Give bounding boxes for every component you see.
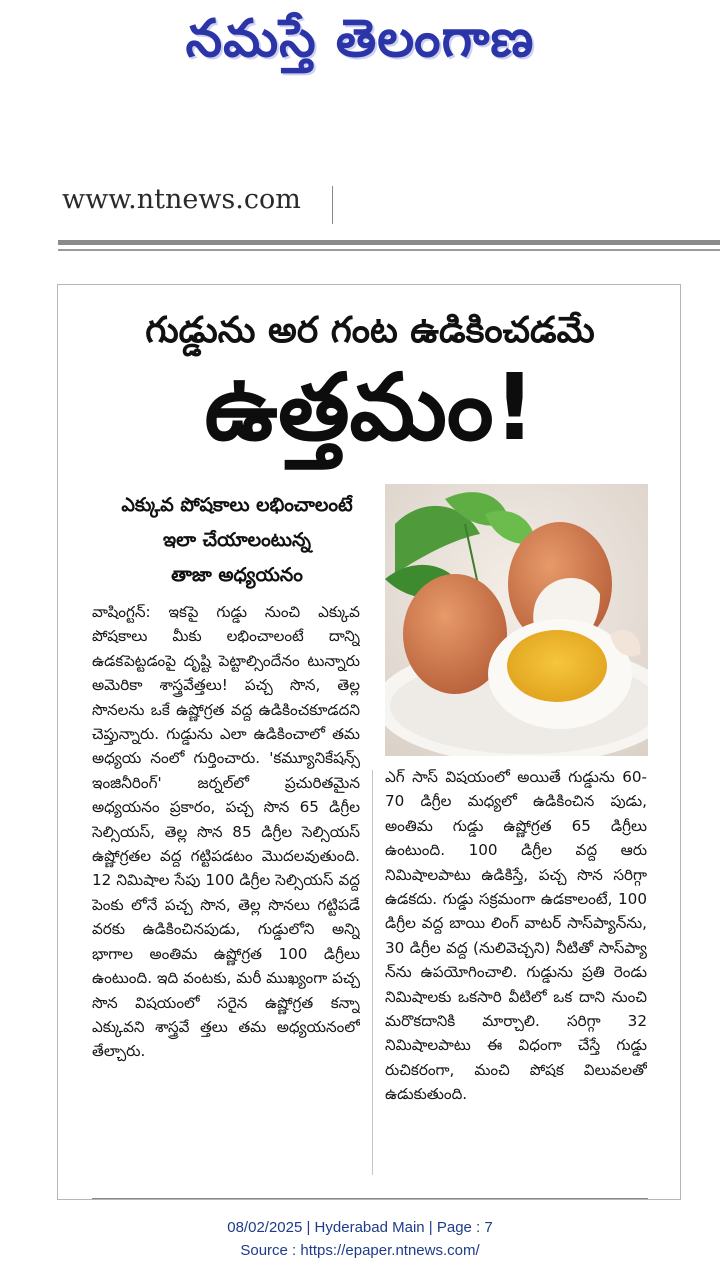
site-url[interactable]: www.ntnews.com: [62, 184, 301, 215]
header-rule-thick: [58, 240, 720, 245]
article-deck: [92, 488, 382, 593]
article-kicker: గుడ్డును అర గంట ఉడికించడమే: [145, 310, 595, 351]
deck-line: తాజా అధ్యయనం: [171, 564, 303, 586]
boiled-eggs-photo: [385, 484, 648, 756]
footer-source-link[interactable]: Source : https://epaper.ntnews.com/: [240, 1242, 480, 1259]
deck-line: ఎక్కువ పోషకాలు లభించాలంటే: [121, 494, 353, 516]
deck-line: ఇలా చేయాలంటున్న: [163, 529, 311, 551]
article-body-right: ఎగ్ సాస్ విషయంలో అయితే గుడ్డును 60-70 డిగ్రీల మధ్యలో ఉడికించిన పుడు, అంతిమ గుడ్డు ఉష్ణోగ్రత 65 డిగ్రీలు ఉంటుంది. 100 డిగ్రీల వద్ద ఆరు నిమిషాలపాటు ఉడికిస్తే, పచ్చ సొన సరిగ్గా ఉడకదు. గుడ్డు సక్రమంగా ఉడకాలంటే, 100 డిగ్రీల వద్ద బాయి లింగ్ వాటర్ సాస్‌ప్యాన్‌ను, 30 డిగ్రీల వద్ద (నులివెచ్చని) నీటితో సాస్‌ప్యా న్‌ను ఉపయోగించాలి. గుడ్డును ప్రతి రెండు నిమిషాలకు ఒకసారి వీటిలో ఒక దాని నుంచి మరొకదానికి మార్చాలి. సరిగ్గా 32 నిమిషాలపాటు ఈ విధంగా చేస్తే గుడ్డు రుచికరంగా, మంచి పోషక విలువలతో ఉడుకుతుంది.: [385, 768, 647, 1104]
article-headline: ఉత్తమం!: [204, 354, 536, 461]
article-body-left: వాషింగ్టన్: ఇకపై గుడ్డు నుంచి ఎక్కువ పోషకాలు మీకు లభించాలంటే దాన్ని ఉడకపెట్టడంపై దృష్టి పెట్టాల్సిందేనం టున్నారు అమెరికా శాస్త్రవేత్తలు! పచ్చ సొన, తెల్ల సొనలను ఒకే ఉష్ణోగ్రత వద్ద ఉడికించకూడదని చెప్తున్నారు. గుడ్డును ఎలా ఉడికించాలో తమ అధ్యయ నంలో గుర్తించారు. 'కమ్యూనికేషన్స్ ఇంజినీరింగ్' జర్నల్‌లో ప్రచురితమైన అధ్యయనం ప్రకారం, పచ్చ సొన 65 డిగ్రీల సెల్సియస్, తెల్ల సొన 85 డిగ్రీల సెల్సియస్ ఉష్ణోగ్రతల వద్ద గట్టిపడటం మొదలవుతుంది. 12 నిమిషాల సేపు 100 డిగ్రీల సెల్సియస్ వద్ద పెంకు లోనే పచ్చ సొన, తెల్ల సొనలు గట్టిపడే వరకు ఉడికించినపుడు, గుడ్డులోని అన్ని భాగాల అంతిమ ఉష్ణోగ్రత 100 డిగ్రీలు ఉంటుంది. ఇది వంటకు, మరీ ముఖ్యంగా పచ్చ సొన విషయంలో సరైన ఉష్ణోగ్రత కన్నా ఎక్కువని శాస్త్రవే త్తలు తమ అధ్యయనంలో తేల్చారు.: [92, 603, 360, 1061]
article-bottom-rule: [92, 1198, 648, 1199]
url-divider: [332, 186, 333, 224]
newspaper-masthead: నమస్తే తెలంగాణ: [185, 8, 535, 69]
header-rule-thin: [58, 249, 720, 251]
column-divider: [372, 770, 373, 1175]
footer-edition-info: 08/02/2025 | Hyderabad Main | Page : 7: [227, 1219, 493, 1236]
